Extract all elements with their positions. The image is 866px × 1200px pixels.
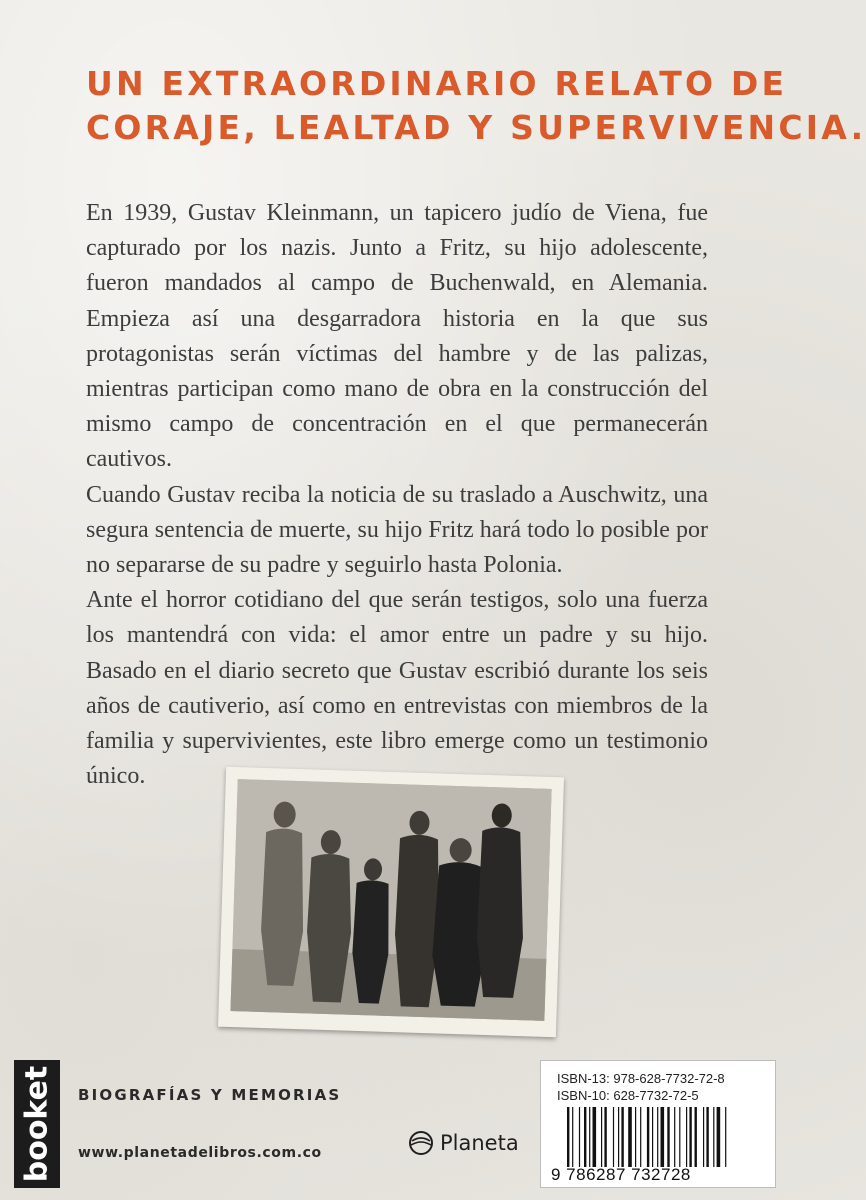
isbn-13: ISBN-13: 978-628-7732-72-8 xyxy=(557,1071,725,1086)
synopsis xyxy=(86,196,708,794)
tagline-line-2: CORAJE, LEALTAD Y SUPERVIVENCIA. xyxy=(86,108,866,147)
synopsis-paragraph-1: En 1939, Gustav Kleinmann, un tapicero judío de Viena, fue capturado por los nazis. Junto a Fritz, su hijo adolescente, fueron mandados al campo de Buchenwald, en Alemania. Empieza así una desgarradora historia en la que sus protagonistas serán víctimas del hambre y de las palizas, mientras participan como mano de obra en la construcción del mismo campo de concentración en el que permanecerán cautivos. xyxy=(86,200,708,473)
planeta-globe-icon xyxy=(408,1130,434,1156)
synopsis-paragraph-3: Ante el horror cotidiano del que serán testigos, solo una fuerza los mantendrá con vida: el amor entre un padre y su hijo. Basado en el diario secreto que Gustav escribió durante los seis años de cautiverio, así como en entrevistas con miembros de la familia y supervivientes, este libro emerge como un testimonio único. xyxy=(86,587,708,790)
barcode-digits: 9 786287 732728 xyxy=(551,1165,691,1184)
booket-logo xyxy=(14,1060,60,1188)
booket-logo-text: booket xyxy=(19,1065,55,1183)
tagline xyxy=(86,62,866,150)
barcode-bars xyxy=(567,1107,763,1167)
isbn-10: ISBN-10: 628-7732-72-5 xyxy=(557,1088,699,1103)
synopsis-paragraph-2: Cuando Gustav reciba la noticia de su traslado a Auschwitz, una segura sentencia de muerte, su hijo Fritz hará todo lo posible por no separarse de su padre y seguirlo hasta Polonia. xyxy=(86,481,708,579)
barcode-box xyxy=(540,1060,776,1188)
planeta-logo xyxy=(408,1128,519,1158)
family-photo-image xyxy=(230,779,551,1021)
family-photo xyxy=(218,767,564,1037)
collection-label: BIOGRAFÍAS Y MEMORIAS xyxy=(78,1086,342,1104)
tagline-line-1: UN EXTRAORDINARIO RELATO DE xyxy=(86,64,788,103)
website-link[interactable]: www.planetadelibros.com.co xyxy=(78,1145,322,1161)
publisher-name: Planeta xyxy=(440,1131,519,1155)
